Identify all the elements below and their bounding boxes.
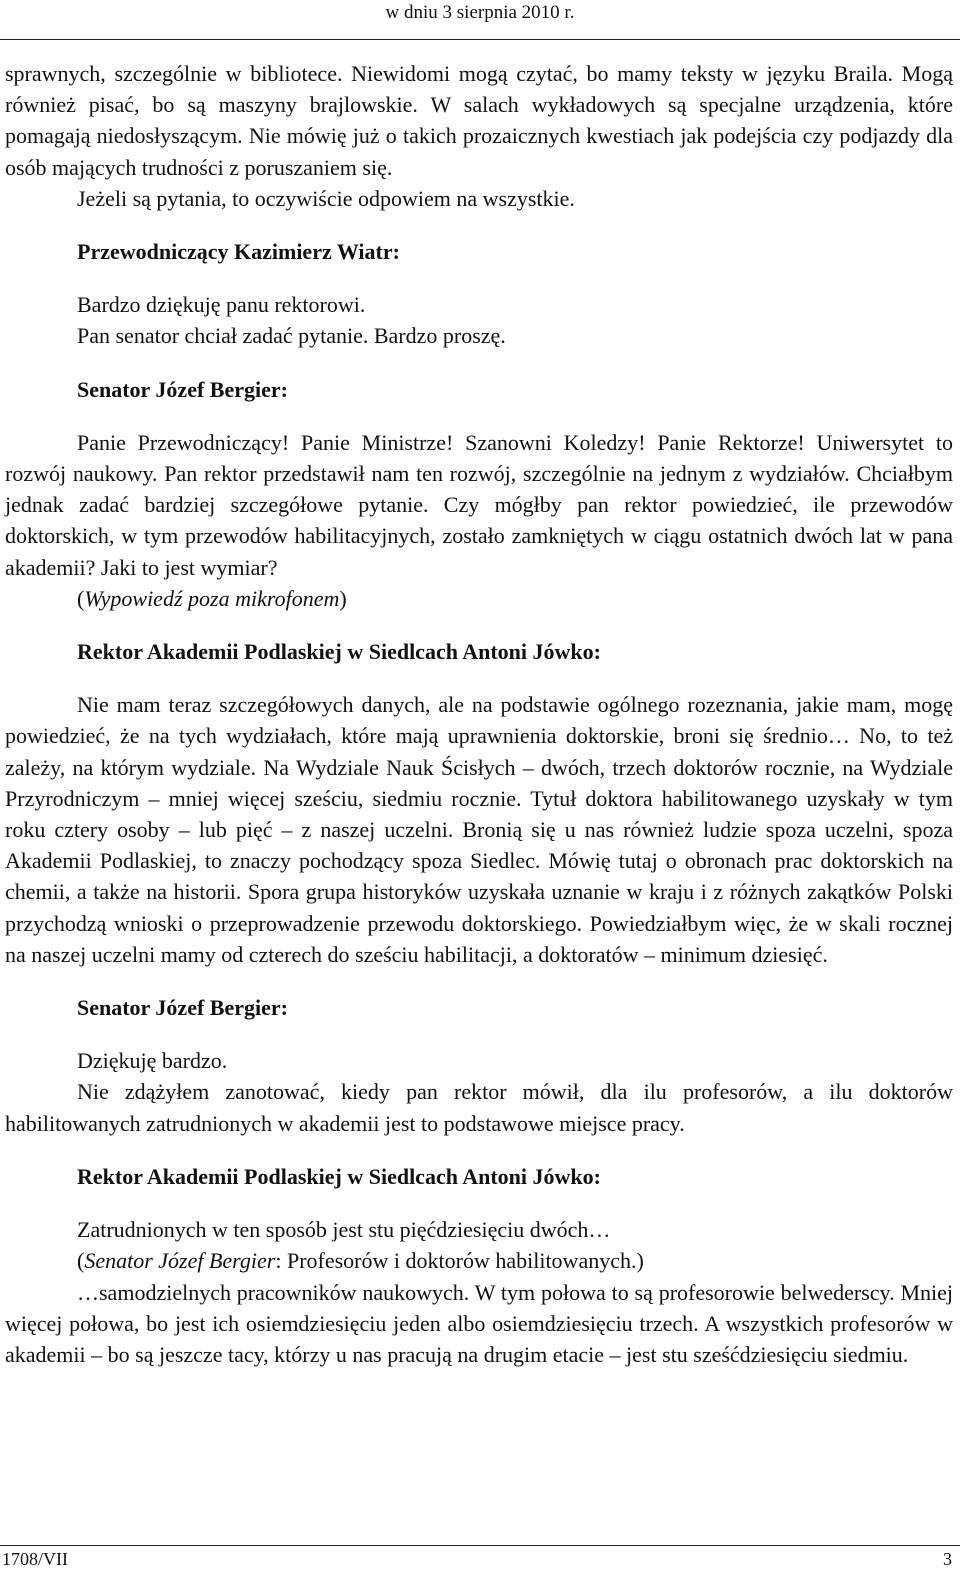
page-number: 3 (943, 1549, 952, 1569)
paragraph: Zatrudnionych w ten sposób jest stu pięćdziesięciu dwóch… (77, 1217, 611, 1243)
page-footer (0, 1545, 960, 1572)
interjection-text: : Profesorów i doktorów habilitowanych.) (275, 1248, 644, 1274)
paragraph: Nie mam teraz szczegółowych danych, ale na podstawie ogólnego rozeznania, jakie mam, mogę powiedzieć, że na tych wydziałach, które mają uprawnienia doktorskie, broni się średnio… No, to też zależy, na którym wydziale. Na Wydziale Nauk Ścisłych – dwóch, trzech doktorów rocznie, na Wydziale Przyrodniczym – mniej więcej sześciu, siedmiu rocznie. Tytuł doktora habilitowanego uzyskały w tym roku cztery osoby – lub pięć – z naszej uczelni. Bronią się u nas również ludzie spoza uczelni, spoza Akademii Podlaskiej, to znaczy pochodzący spoza Siedlec. Mówię tutaj o obronach prac doktorskich na chemii, a także na historii. Spora grupa historyków uzyskała uznanie w kraju i z różnych zakątków Polski przychodzą wnioski o przeprowadzenie przewodu doktorskiego. Powiedziałbym więc, że w skali rocznej na naszej uczelni mamy od czterech do sześciu habilitacji, a doktoratów – minimum dziesięć. (5, 692, 953, 967)
paren-open: ( (77, 1248, 85, 1274)
paren-open: ( (77, 585, 85, 611)
paragraph: Nie zdążyłem zanotować, kiedy pan rektor mówił, dla ilu profesorów, a ilu doktorów habilitowanych zatrudnionych w akademii jest to podstawowe miejsce pracy. (5, 1079, 953, 1136)
paragraph: …samodzielnych pracowników naukowych. W tym połowa to są profesorowie belwederscy. Mniej więcej połowa, bo jest ich osiemdziesięciu jeden albo osiemdziesięciu trzech. A wszystkich profesorów w akademii – bo są jeszcze tacy, którzy u nas pracują na drugim etacie – jest stu sześćdziesięciu siedmiu. (5, 1279, 953, 1367)
document-number: 1708/VII (2, 1549, 68, 1569)
transcript-body (5, 58, 953, 1370)
paren-close: ) (339, 585, 347, 611)
speaker-heading: Rektor Akademii Podlaskiej w Siedlcach Antoni Jówko: (77, 639, 601, 665)
speaker-heading: Senator Józef Bergier: (77, 376, 288, 402)
paragraph: Dziękuję bardzo. (77, 1048, 228, 1074)
header-date: w dniu 3 sierpnia 2010 r. (385, 2, 575, 23)
paragraph: Panie Przewodniczący! Panie Ministrze! Szanowni Koledzy! Panie Rektorze! Uniwersytet to rozwój naukowy. Pan rektor przedstawił nam ten rozwój, szczególnie na jednym z wydziałów. Chciałbym jednak zadać bardziej szczegółowe pytanie. Czy mógłby pan rektor powiedzieć, ile przewodów doktorskich, w tym przewodów habilitacyjnych, zostało zamkniętych w ciągu ostatnich dwóch lat w pana akademii? Jaki to jest wymiar? (5, 429, 953, 580)
paragraph-interjection (5, 1245, 953, 1276)
speaker-heading: Przewodniczący Kazimierz Wiatr: (77, 239, 400, 265)
interjection-speaker: Senator Józef Bergier (84, 1248, 276, 1274)
speaker-heading: Rektor Akademii Podlaskiej w Siedlcach Antoni Jówko: (77, 1163, 601, 1189)
paragraph: Pan senator chciał zadać pytanie. Bardzo proszę. (77, 323, 506, 349)
remark-italic: Wypowiedź poza mikrofonem (84, 585, 340, 611)
speaker-heading: Senator Józef Bergier: (77, 995, 288, 1021)
paragraph: Jeżeli są pytania, to oczywiście odpowiem na wszystkie. (77, 185, 575, 211)
paragraph: sprawnych, szczególnie w bibliotece. Niewidomi mogą czytać, bo mamy teksty w języku Braila. Mogą również pisać, bo są maszyny brajlowskie. W salach wykładowych są specjalne urządzenia, które pomagają niedosłyszącym. Nie mówię już o takich prozaicznych kwestiach jak podejścia czy podjazdy dla osób mających trudności z poruszaniem się. (5, 61, 953, 180)
paragraph: Bardzo dziękuję panu rektorowi. (77, 292, 366, 318)
paragraph-remark (5, 583, 953, 614)
page-header (0, 0, 960, 40)
